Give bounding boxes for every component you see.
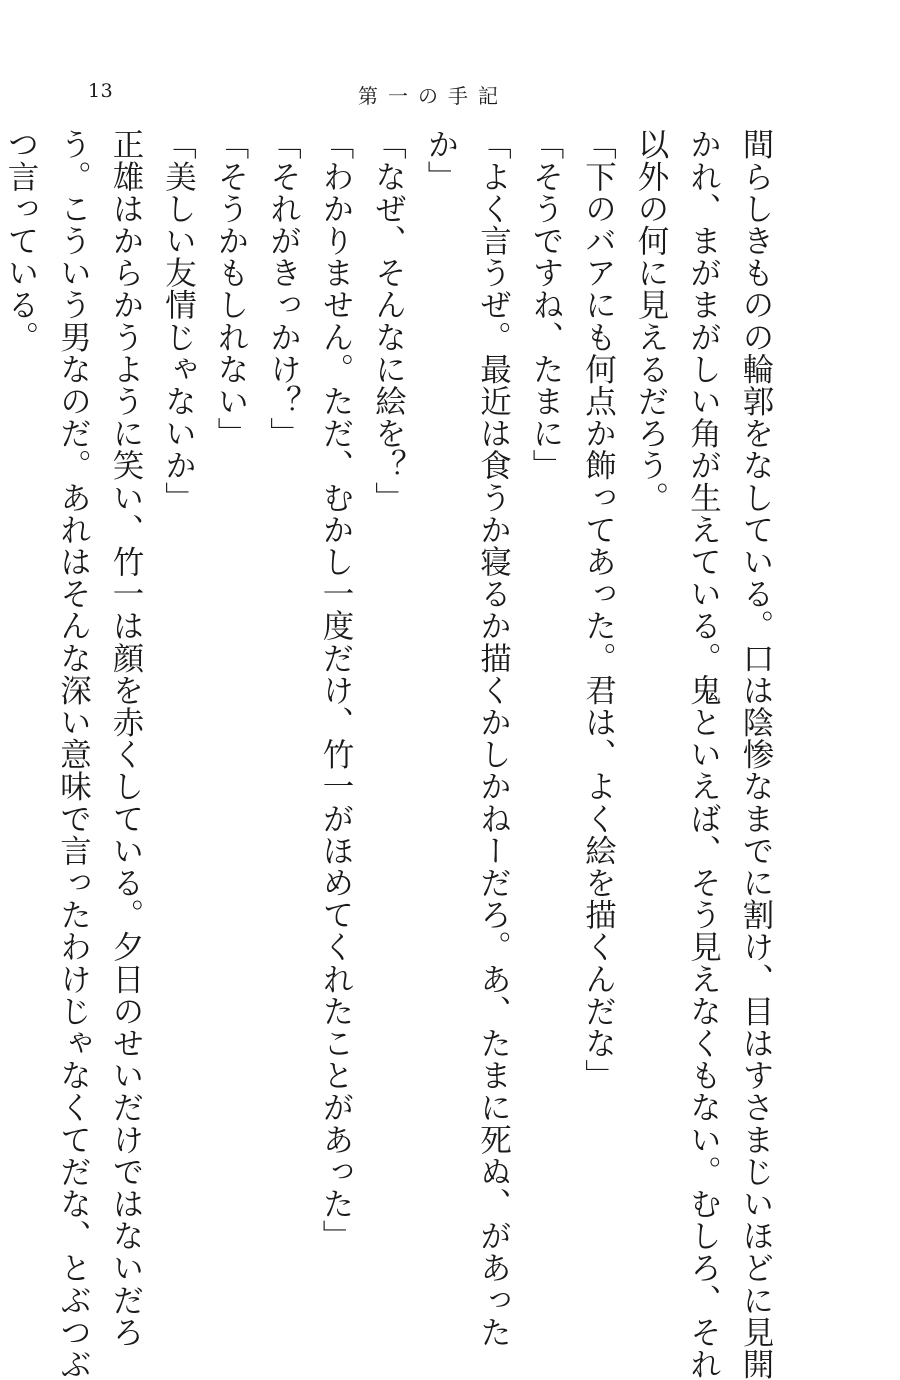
- text-line: う。こういう男なのだ。あれはそんな深い意味で言ったわけじゃなくてだな、とぶつぶ: [55, 128, 92, 1380]
- text-line: 「そうですね、たまに」: [528, 128, 564, 482]
- text-line: 「よく言うぜ。最近は食うか寝るか描くかしかねーだろ。あ、たまに死ぬ、があった: [475, 128, 512, 1348]
- text-line: 以外の何に見えるだろう。: [633, 128, 669, 514]
- text-line: つ言っている。: [3, 128, 39, 353]
- page-number: 13: [88, 80, 114, 102]
- text-line: 間らしきものの輪郭をなしている。口は陰惨なまでに割け、目はすさまじいほどに見開: [738, 128, 774, 1380]
- text-line: 「そうかもしれない」: [213, 128, 249, 449]
- text-line: か」: [423, 128, 459, 193]
- text-line: 正雄はからかうように笑い、竹一は顔を赤くしている。夕日のせいだけではないだろ: [108, 128, 144, 1348]
- text-line: 「それがきっかけ？」: [265, 128, 302, 449]
- text-line: かれ、まがまがしい角が生えている。鬼といえば、そう見えなくもない。むしろ、それ: [685, 128, 722, 1380]
- text-line: 「なぜ、そんなに絵を？」: [370, 128, 407, 514]
- text-line: 「美しい友情じゃないか」: [160, 128, 197, 514]
- text-line: 「わかりません。ただ、むかし一度だけ、竹一がほめてくれたことがあった」: [318, 128, 354, 1252]
- running-head: 第一の手記: [358, 84, 508, 108]
- body-text: [3, 128, 782, 1380]
- text-line: 「下のバアにも何点か飾ってあった。君は、よく絵を描くんだな」: [580, 128, 617, 1091]
